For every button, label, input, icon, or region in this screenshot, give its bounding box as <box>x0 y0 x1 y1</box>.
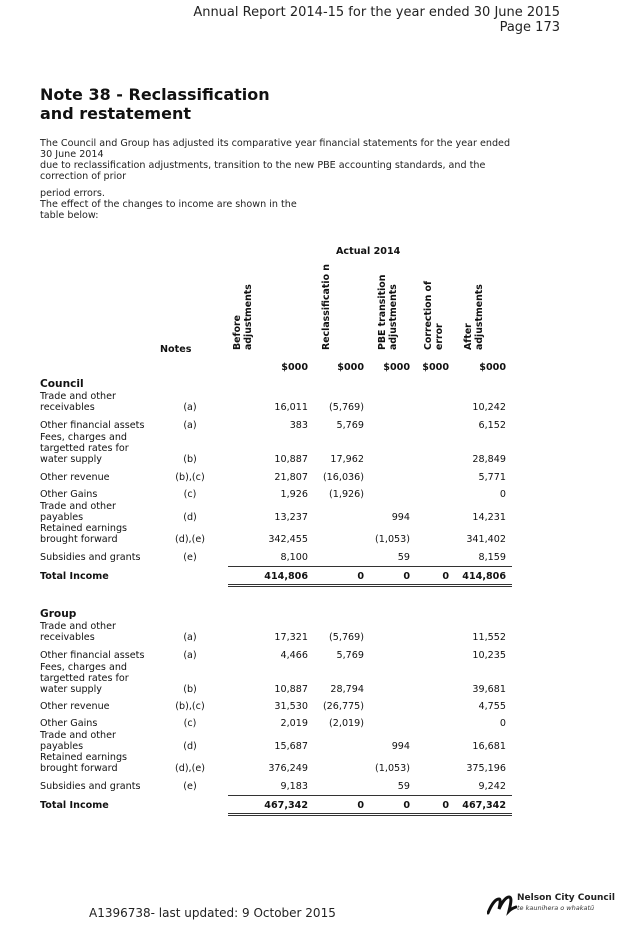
total-label: Total Income <box>40 800 109 811</box>
row-label: receivables <box>40 402 95 413</box>
row-note: (b),(c) <box>175 472 205 483</box>
cell-before: 4,466 <box>280 650 308 661</box>
cell-before: 376,249 <box>268 763 308 774</box>
cell-reclass: 28,794 <box>330 684 364 695</box>
unit-correction: $000 <box>422 362 449 373</box>
cell-after: 0 <box>499 718 506 729</box>
row-note: (e) <box>183 552 197 563</box>
total-double-rule <box>228 813 512 816</box>
notes-header: Notes <box>160 344 192 355</box>
total-before: 467,342 <box>264 800 308 811</box>
cell-reclass: (5,769) <box>329 402 364 413</box>
row-note: (c) <box>183 718 197 729</box>
unit-before: $000 <box>281 362 308 373</box>
cell-pbe: (1,053) <box>375 534 410 545</box>
row-label: Trade and other <box>40 501 116 512</box>
total-reclass: 0 <box>357 571 364 582</box>
cell-after: 9,242 <box>478 781 506 792</box>
cell-pbe: (1,053) <box>375 763 410 774</box>
unit-reclass: $000 <box>337 362 364 373</box>
cell-reclass: (2,019) <box>329 718 364 729</box>
subtotal-rule <box>228 566 512 567</box>
row-note: (a) <box>183 650 197 661</box>
row-label: Retained earnings <box>40 752 128 763</box>
row-label: Other financial assets <box>40 650 145 661</box>
row-label: receivables <box>40 632 95 643</box>
cell-before: 10,887 <box>274 454 308 465</box>
subtotal-rule <box>228 795 512 796</box>
row-note: (b) <box>183 684 197 695</box>
col-header-reclassification: Reclassificatio n <box>321 264 332 350</box>
total-correction: 0 <box>442 571 449 582</box>
row-label: Retained earnings <box>40 523 128 534</box>
cell-before: 31,530 <box>274 701 308 712</box>
cell-before: 13,237 <box>274 512 308 523</box>
row-note: (d),(e) <box>174 763 205 774</box>
col-header-after: After adjustments <box>463 284 485 350</box>
footer-document-id: A1396738- last updated: 9 October 2015 <box>89 906 336 920</box>
total-after: 414,806 <box>462 571 506 582</box>
council-logo <box>487 893 617 919</box>
cell-after: 5,771 <box>478 472 506 483</box>
total-pbe: 0 <box>403 800 410 811</box>
total-after: 467,342 <box>462 800 506 811</box>
cell-after: 10,235 <box>472 650 506 661</box>
unit-after: $000 <box>479 362 506 373</box>
cell-before: 1,926 <box>280 489 308 500</box>
intro-line-1: The Council and Group has adjusted its comparative year financial statements for the year ended <box>40 138 511 149</box>
row-label: brought forward <box>40 763 118 774</box>
cell-before: 9,183 <box>280 781 308 792</box>
total-double-rule <box>228 584 512 587</box>
col-header-before: Before adjustments <box>232 284 254 350</box>
cell-before: 15,687 <box>274 741 308 752</box>
intro-line-6: The effect of the changes to income are shown in the <box>40 199 297 210</box>
note-title: Note 38 - Reclassification and restatement <box>40 85 270 123</box>
cell-before: 8,100 <box>280 552 308 563</box>
total-before: 414,806 <box>264 571 308 582</box>
cell-after: 10,242 <box>472 402 506 413</box>
cell-pbe: 59 <box>397 552 410 563</box>
cell-after: 8,159 <box>478 552 506 563</box>
council-logo-mark-icon <box>487 893 517 917</box>
row-label: Other revenue <box>40 472 110 483</box>
intro-line-7: table below: <box>40 210 99 221</box>
cell-after: 6,152 <box>478 420 506 431</box>
cell-before: 342,455 <box>268 534 308 545</box>
row-note: (a) <box>183 402 197 413</box>
row-label: Trade and other <box>40 621 116 632</box>
row-note: (b),(c) <box>175 701 205 712</box>
row-note: (d) <box>183 512 197 523</box>
cell-after: 14,231 <box>472 512 506 523</box>
row-note: (a) <box>183 632 197 643</box>
total-reclass: 0 <box>357 800 364 811</box>
cell-after: 341,402 <box>466 534 506 545</box>
section-group-heading: Group <box>40 608 77 620</box>
cell-before: 10,887 <box>274 684 308 695</box>
cell-after: 4,755 <box>478 701 506 712</box>
row-label: Other revenue <box>40 701 110 712</box>
intro-line-5: period errors. <box>40 188 105 199</box>
row-label: Fees, charges and <box>40 432 127 443</box>
intro-line-3: due to reclassification adjustments, transition to the new PBE accounting standards, and the <box>40 160 486 171</box>
cell-after: 28,849 <box>472 454 506 465</box>
intro-line-4: correction of prior <box>40 171 127 182</box>
super-header: Actual 2014 <box>336 246 401 257</box>
total-label: Total Income <box>40 571 109 582</box>
cell-before: 383 <box>289 420 308 431</box>
cell-pbe: 994 <box>391 512 410 523</box>
row-label: water supply <box>40 454 102 465</box>
cell-before: 21,807 <box>274 472 308 483</box>
row-label: Other Gains <box>40 718 98 729</box>
intro-line-2: 30 June 2014 <box>40 149 104 160</box>
cell-before: 17,321 <box>274 632 308 643</box>
row-note: (d) <box>183 741 197 752</box>
cell-after: 11,552 <box>472 632 506 643</box>
cell-after: 39,681 <box>472 684 506 695</box>
cell-reclass: 5,769 <box>336 420 364 431</box>
row-label: water supply <box>40 684 102 695</box>
cell-reclass: 5,769 <box>336 650 364 661</box>
row-note: (c) <box>183 489 197 500</box>
page-number: Page 173 <box>499 20 560 35</box>
section-council-heading: Council <box>40 378 84 390</box>
cell-after: 16,681 <box>472 741 506 752</box>
row-label: Trade and other <box>40 730 116 741</box>
row-label: Subsidies and grants <box>40 781 141 792</box>
logo-name: Nelson City Council <box>517 893 615 903</box>
row-label: Other Gains <box>40 489 98 500</box>
row-label: Fees, charges and <box>40 662 127 673</box>
cell-after: 0 <box>499 489 506 500</box>
logo-tagline: te kaunihera o whakatū <box>517 904 595 912</box>
total-correction: 0 <box>442 800 449 811</box>
row-label: payables <box>40 512 84 523</box>
unit-pbe: $000 <box>383 362 410 373</box>
cell-before: 16,011 <box>274 402 308 413</box>
row-label: payables <box>40 741 84 752</box>
cell-reclass: 17,962 <box>330 454 364 465</box>
cell-reclass: (16,036) <box>322 472 364 483</box>
row-label: brought forward <box>40 534 118 545</box>
col-header-pbe: PBE transition adjustments <box>377 274 399 350</box>
total-pbe: 0 <box>403 571 410 582</box>
cell-after: 375,196 <box>466 763 506 774</box>
row-note: (a) <box>183 420 197 431</box>
row-note: (b) <box>183 454 197 465</box>
row-label: Other financial assets <box>40 420 145 431</box>
row-label: targetted rates for <box>40 443 129 454</box>
row-note: (d),(e) <box>174 534 205 545</box>
cell-reclass: (5,769) <box>329 632 364 643</box>
row-label: Subsidies and grants <box>40 552 141 563</box>
report-header-title: Annual Report 2014-15 for the year ended 30 June 2015 <box>193 5 560 20</box>
row-label: Trade and other <box>40 391 116 402</box>
cell-reclass: (1,926) <box>329 489 364 500</box>
row-label: targetted rates for <box>40 673 129 684</box>
cell-reclass: (26,775) <box>322 701 364 712</box>
row-note: (e) <box>183 781 197 792</box>
cell-before: 2,019 <box>280 718 308 729</box>
cell-pbe: 994 <box>391 741 410 752</box>
cell-pbe: 59 <box>397 781 410 792</box>
col-header-correction: Correction of error <box>423 280 445 350</box>
